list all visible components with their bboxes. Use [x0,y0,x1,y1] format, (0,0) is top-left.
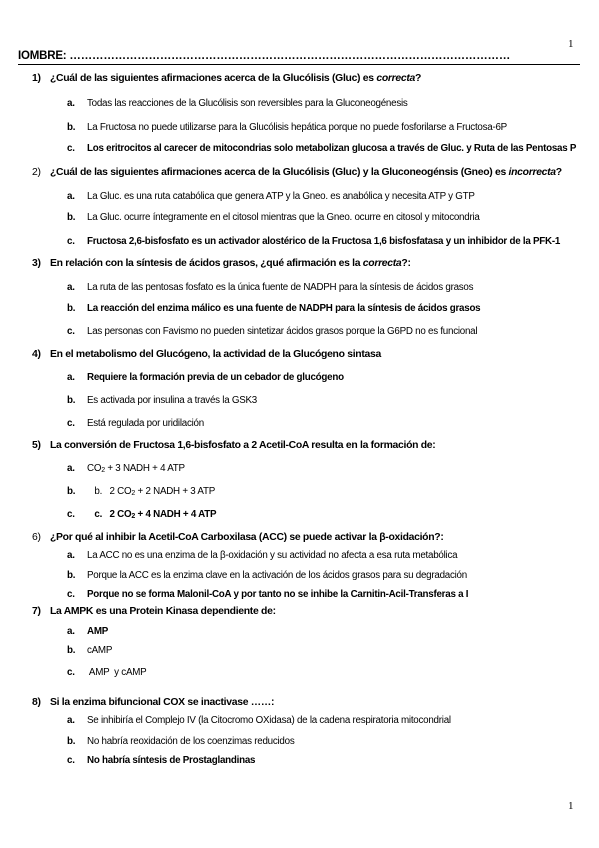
question-number: 3) [32,258,41,269]
question-number: 2) [32,167,41,178]
question-text: La conversión de Fructosa 1,6-bisfosfato a 2 Acetil-CoA resulta en la formación de: [50,440,436,451]
question-number: 6) [32,532,41,543]
question-text: En relación con la síntesis de ácidos grasos, ¿qué afirmación es la correcta?: [50,258,411,269]
question-text: ¿Cuál de las siguientes afirmaciones acerca de la Glucólisis (Gluc) es correcta? [50,73,422,84]
question-number: 7) [32,606,41,617]
question-text: La AMPK es una Protein Kinasa dependiente de: [50,606,276,617]
question-text: ¿Cuál de las siguientes afirmaciones acerca de la Glucólisis (Gluc) y la Gluconeogénsis (Gneo) es incorrecta? [50,167,562,178]
question-number: 5) [32,440,41,451]
question-number: 4) [32,349,41,360]
header-rule [18,64,580,65]
question-number: 8) [32,697,41,708]
question-text: Si la enzima bifuncional COX se inactivase ……: [50,697,275,708]
question-text: En el metabolismo del Glucógeno, la actividad de la Glucógeno sintasa [50,349,381,360]
page-number-top: 1 [568,38,574,50]
student-name-line: IOMBRE: ……………………………………………………………………………………………………… [18,50,511,62]
question-number: 1) [32,73,41,84]
question-text: ¿Por qué al inhibir la Acetil-CoA Carboxilasa (ACC) se puede activar la β-oxidación?: [50,532,444,543]
page-number-bottom: 1 [568,800,574,812]
